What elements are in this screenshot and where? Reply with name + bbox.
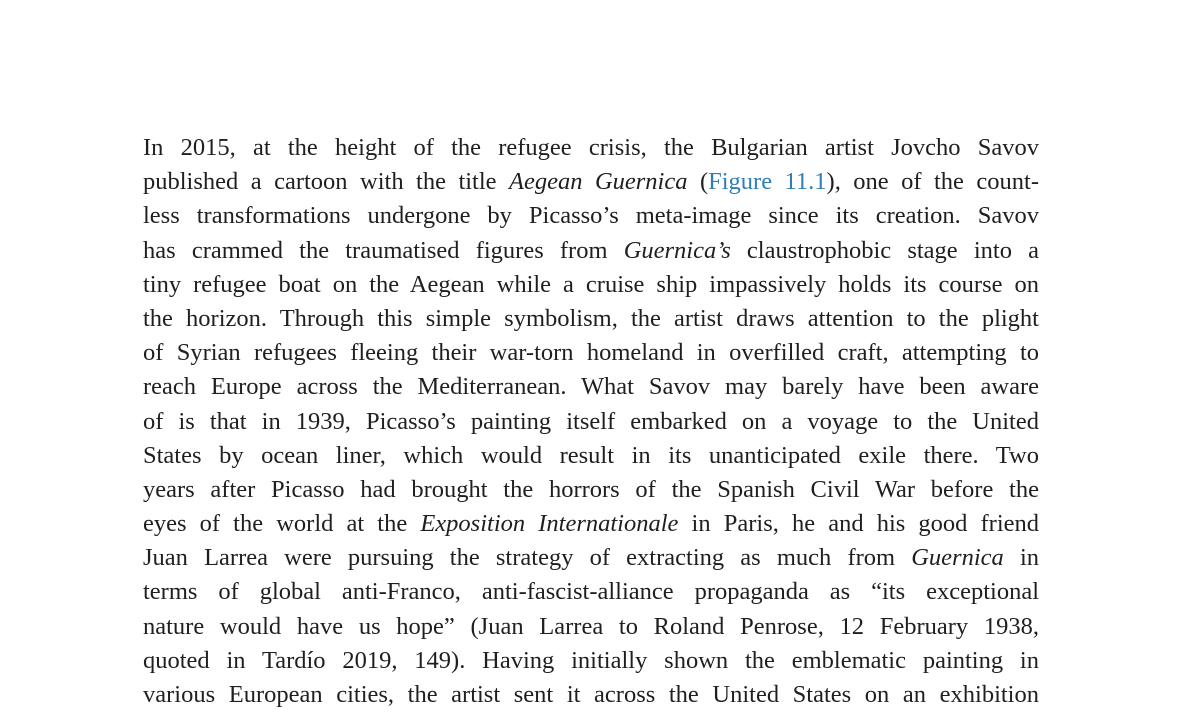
text-segment: eyes of the world at the	[143, 510, 421, 538]
text-segment: years after Picasso had brought the horrors of the Spanish Civil War before the	[143, 475, 1039, 503]
text-line	[143, 268, 1039, 302]
text-line	[143, 302, 1039, 336]
text-line	[143, 575, 1039, 609]
text-line	[143, 439, 1039, 473]
text-line	[143, 234, 1039, 268]
text-line	[143, 507, 1039, 541]
text-segment: various European cities, the artist sent it across the United States on an exhibition	[143, 681, 1039, 708]
text-line	[143, 405, 1039, 439]
text-segment: terms of global anti-Franco, anti-fascist-alliance propaganda as “its exceptional	[143, 578, 1039, 606]
text-segment: tiny refugee boat on the Aegean while a cruise ship impassively holds its course on	[143, 270, 1039, 298]
text-segment: has crammed the traumatised figures from	[143, 236, 624, 264]
text-segment: In 2015, at the height of the refugee crisis, the Bulgarian artist Jovcho Savov	[143, 134, 1039, 161]
text-segment: States by ocean liner, which would result in its unanticipated exile there. Two	[143, 441, 1039, 469]
text-segment: published a cartoon with the title	[143, 168, 510, 196]
text-segment: the horizon. Through this simple symbolism, the artist draws attention to the plight	[143, 304, 1039, 332]
italic-title: Exposition Internationale	[420, 510, 679, 538]
text-segment: reach Europe across the Mediterranean. What Savov may barely have been aware	[143, 373, 1039, 401]
text-segment: (	[687, 168, 709, 196]
text-segment: in	[1003, 544, 1039, 572]
text-segment: less transformations undergone by Picasso’s meta-image since its creation. Savov	[143, 202, 1039, 230]
figure-link[interactable]: Figure 11.1	[708, 168, 827, 196]
italic-title: Aegean Guernica	[509, 168, 688, 196]
text-segment: in Paris, he and his good friend	[678, 510, 1040, 538]
text-line	[143, 165, 1039, 199]
text-segment: nature would have us hope” (Juan Larrea to Roland Penrose, 12 February 1938,	[143, 612, 1039, 640]
text-segment: of Syrian refugees fleeing their war-torn homeland in overfilled craft, attempting to	[143, 339, 1039, 367]
text-line	[143, 678, 1039, 712]
text-line	[143, 131, 1039, 165]
text-line	[143, 199, 1039, 233]
italic-title: Guernica’s	[623, 236, 731, 264]
body-paragraph	[143, 131, 1039, 712]
text-segment: Juan Larrea were pursuing the strategy of extracting as much from	[143, 544, 912, 572]
text-segment: of is that in 1939, Picasso’s painting itself embarked on a voyage to the United	[143, 407, 1039, 435]
text-line	[143, 370, 1039, 404]
text-line	[143, 644, 1039, 678]
italic-title: Guernica	[911, 544, 1004, 572]
text-segment: quoted in Tardío 2019, 149). Having initially shown the emblematic painting in	[143, 646, 1039, 674]
text-line	[143, 473, 1039, 507]
text-segment: ), one of the count-	[826, 168, 1039, 196]
text-line	[143, 541, 1039, 575]
text-line	[143, 336, 1039, 370]
text-segment: claustrophobic stage into a	[730, 236, 1039, 264]
text-line	[143, 610, 1039, 644]
